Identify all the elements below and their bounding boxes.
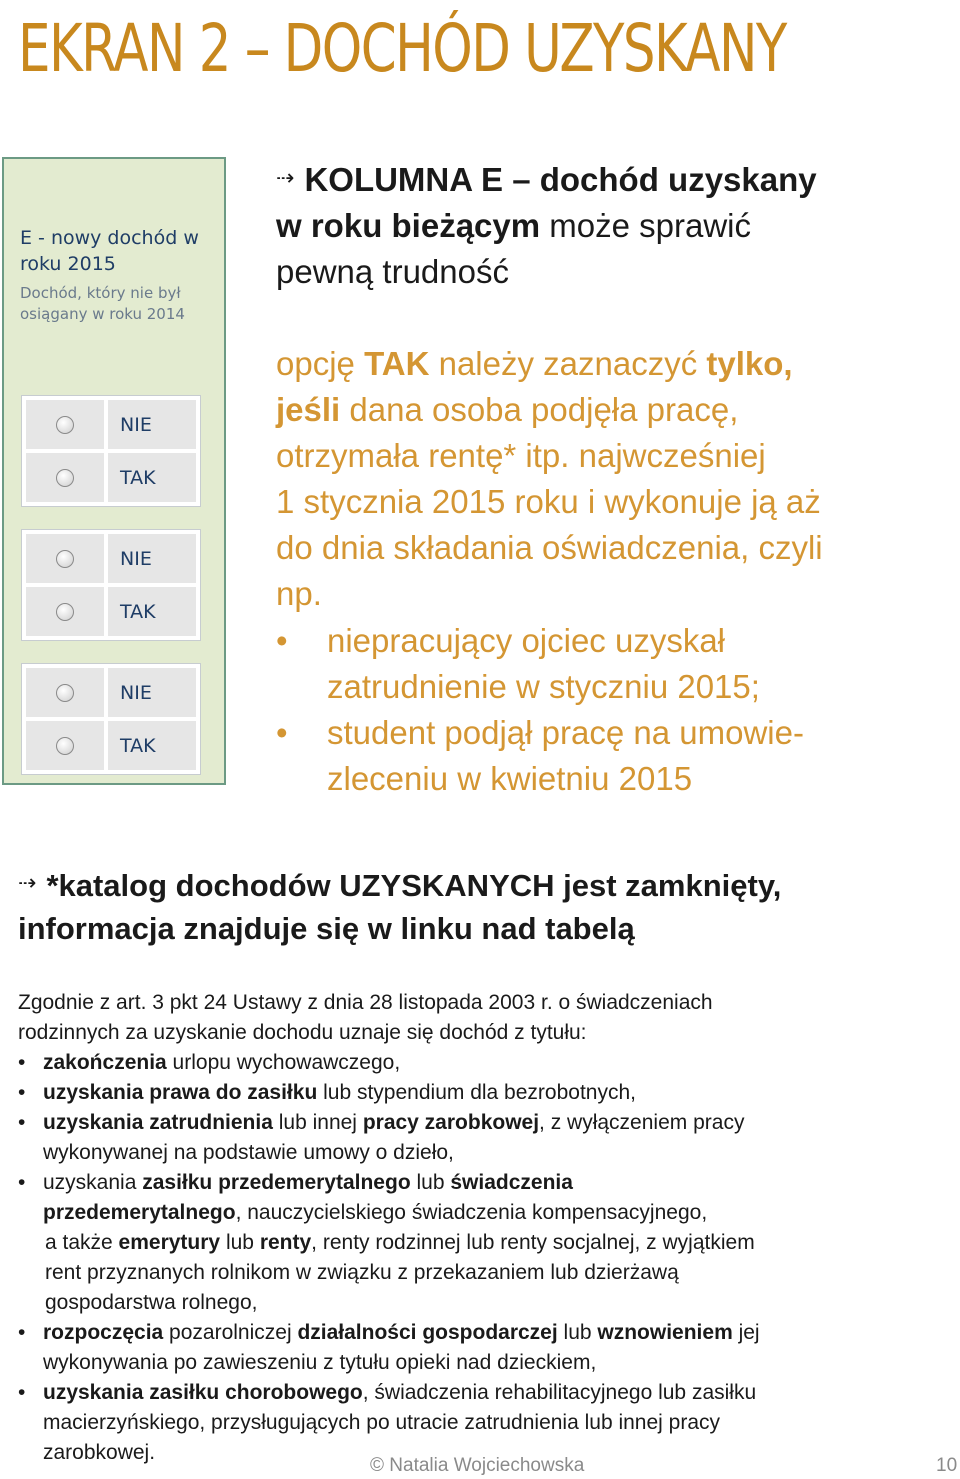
column-header-title: E - nowy dochód w roku 2015 bbox=[20, 227, 199, 275]
form-screenshot bbox=[2, 157, 226, 785]
option-tak[interactable]: TAK bbox=[26, 587, 196, 636]
bullet-icon: • bbox=[276, 714, 288, 751]
bullet-icon: • bbox=[18, 1171, 26, 1194]
law-item: uzyskania zasiłku przedemerytalnego lub świadczenia przedemerytalnego, nauczycielskiego świadczenia kompensacyjnego, a także emerytury lub renty, renty rodzinnej lub renty socjalnej, z wyjątkiem rent przyznanych rolnikom w związku z przekazaniem lub dzierżawą gospodarstwa rolnego, bbox=[43, 1171, 755, 1314]
radio-button[interactable] bbox=[56, 737, 74, 755]
catalog-note: ⇢ *katalog dochodów UZYSKANYCH jest zamknięty, informacja znajduje się w linku nad tabelą bbox=[18, 868, 782, 946]
slide-title: EKRAN 2 – DOCHÓD UZYSKANY bbox=[18, 10, 786, 87]
bullet-icon: • bbox=[18, 1051, 26, 1074]
bullet-icon: • bbox=[18, 1321, 26, 1344]
column-header-subtitle: Dochód, który nie był osiągany w roku 2014 bbox=[20, 284, 185, 323]
radio-group-3 bbox=[21, 663, 201, 775]
bullet-icon: • bbox=[18, 1081, 26, 1104]
page-number: 10 bbox=[936, 1455, 958, 1476]
radio-group-1 bbox=[21, 395, 201, 507]
option-nie[interactable]: NIE bbox=[26, 400, 196, 449]
bullet-icon: • bbox=[276, 622, 288, 659]
rule-paragraph: opcję TAK należy zaznaczyć tylko, jeśli dana osoba podjęła pracę, otrzymała rentę* itp. najwcześniej 1 stycznia 2015 roku i wykonuje ją aż do dnia składania oświadczenia, czyli np. bbox=[276, 345, 823, 612]
law-item: uzyskania zasiłku chorobowego, świadczenia rehabilitacyjnego lub zasiłku macierzyńskiego, przysługujących po utracie zatrudnienia lub innej pracy zarobkowej. bbox=[43, 1381, 757, 1464]
radio-group-2 bbox=[21, 529, 201, 641]
dashed-arrow-icon: ⇢ bbox=[18, 871, 37, 896]
law-item: uzyskania prawa do zasiłku lub stypendium dla bezrobotnych, bbox=[43, 1081, 636, 1104]
bullet-icon: • bbox=[18, 1381, 26, 1404]
law-item: zakończenia urlopu wychowawczego, bbox=[43, 1051, 401, 1074]
radio-button[interactable] bbox=[56, 416, 74, 434]
option-nie[interactable]: NIE bbox=[26, 668, 196, 717]
option-tak[interactable]: TAK bbox=[26, 721, 196, 770]
law-item: rozpoczęcia pozarolniczej działalności gospodarczej lub wznowieniem jej wykonywania po zawieszeniu z tytułu opieki nad dzieckiem, bbox=[43, 1321, 760, 1374]
footer-author: © Natalia Wojciechowska bbox=[370, 1455, 585, 1476]
kolumna-e-heading: ⇢ KOLUMNA E – dochód uzyskany w roku bieżącym może sprawić pewną trudność bbox=[276, 161, 817, 290]
law-intro: Zgodnie z art. 3 pkt 24 Ustawy z dnia 28 listopada 2003 r. o świadczeniach rodzinnych za uzyskanie dochodu uznaje się dochód z tytułu: bbox=[18, 991, 713, 1044]
law-item: uzyskania zatrudnienia lub innej pracy zarobkowej, z wyłączeniem pracy wykonywanej na podstawie umowy o dzieło, bbox=[43, 1111, 745, 1164]
bullet-icon: • bbox=[18, 1111, 26, 1134]
option-tak[interactable]: TAK bbox=[26, 453, 196, 502]
option-nie[interactable]: NIE bbox=[26, 534, 196, 583]
radio-button[interactable] bbox=[56, 603, 74, 621]
dashed-arrow-icon: ⇢ bbox=[276, 166, 295, 191]
radio-button[interactable] bbox=[56, 469, 74, 487]
radio-button[interactable] bbox=[56, 550, 74, 568]
radio-button[interactable] bbox=[56, 684, 74, 702]
